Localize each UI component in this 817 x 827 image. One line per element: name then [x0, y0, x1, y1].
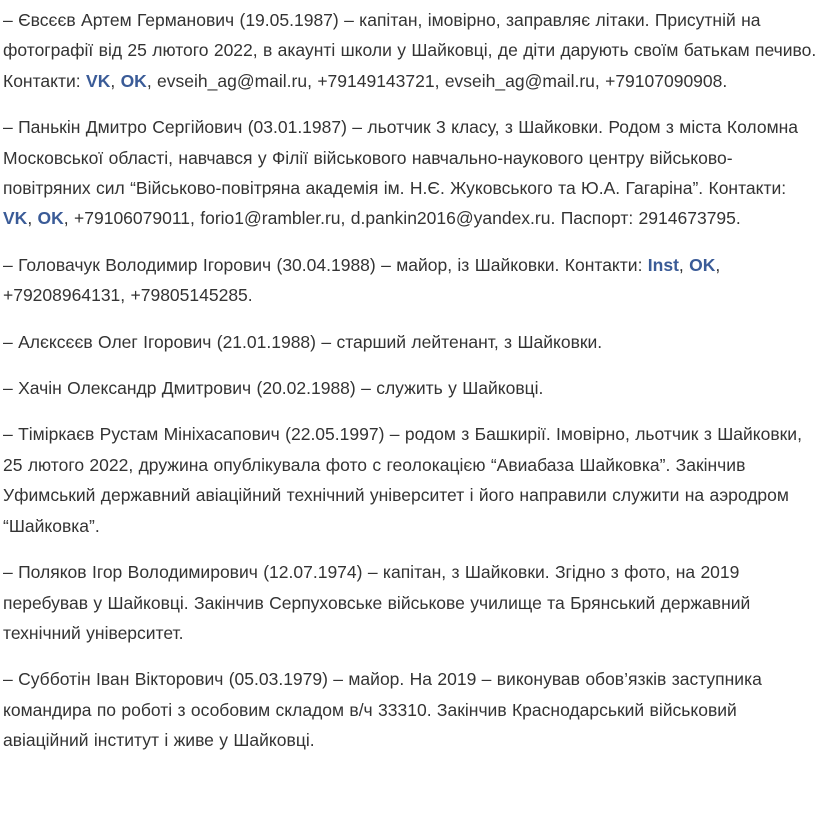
- ok-link[interactable]: OK: [37, 208, 64, 229]
- person-entry-timirkaiev: – Тіміркаєв Рустам Мініхасапович (22.05.1997) – родом з Башкирії. Імовірно, льотчик з Шайковки, 25 лютого 2022, дружина опублікувала фото с геолокацією “Авиабаза Шайковка”. Закінчив Уфимський державний авіаційний технічний університет і його направили служити на аэродром “Шайковка”.: [3, 424, 802, 536]
- person-entry-aleksieiev: – Алєксєєв Олег Ігорович (21.01.1988) – старший лейтенант, з Шайковки.: [3, 331, 603, 352]
- vk-link[interactable]: VK: [3, 208, 28, 229]
- ok-link[interactable]: OK: [120, 70, 147, 91]
- ok-link[interactable]: OK: [689, 254, 716, 275]
- person-entry-evsieiev: – Євсєєв Артем Германович (19.05.1987) – капітан, імовірно, заправляє літаки. Присутній на фотографії від 25 лютого 2022, в акаунті школи у Шайковці, де діти дарують своїм батькам печиво. Контакти: VK, OK, evseih_ag@mail.ru, +79149143721, evseih_ag@mail.ru, +79107090908.: [3, 10, 817, 91]
- person-entry-subbotin: – Субботін Іван Вікторович (05.03.1979) – майор. На 2019 – виконував обов’язків заступника командира по роботі з особовим складом в/ч 33310. Закінчив Краснодарський військовий авіаційний інститут і живе у Шайковці.: [3, 669, 762, 751]
- person-entry-holovachuk: – Головачук Володимир Ігорович (30.04.1988) – майор, із Шайковки. Контакти: Inst, OK, +79208964131, +79805145285.: [3, 254, 721, 306]
- person-entry-pankin: – Панькін Дмитро Сергійович (03.01.1987) – льотчик 3 класу, з Шайковки. Родом з міста Коломна Московської області, навчався у Філії військового навчально-наукового центру військово-повітряних сил “Військово-повітряна академія ім. Н.Є. Жуковського та Ю.А. Гагаріна”. Контакти: VK, OK, +79106079011, forio1@rambler.ru, d.pankin2016@yandex.ru. Паспорт: 2914673795.: [3, 117, 798, 229]
- person-entry-khachin: – Хачін Олександр Дмитрович (20.02.1988) – служить у Шайковці.: [3, 378, 544, 399]
- vk-link[interactable]: VK: [86, 70, 111, 91]
- instagram-link[interactable]: Inst: [647, 254, 679, 275]
- person-entry-poliakov: – Поляков Ігор Володимирович (12.07.1974) – капітан, з Шайковки. Згідно з фото, на 2019 перебував у Шайковці. Закінчив Серпуховське військове училище та Брянський державний технічний університет.: [3, 562, 751, 643]
